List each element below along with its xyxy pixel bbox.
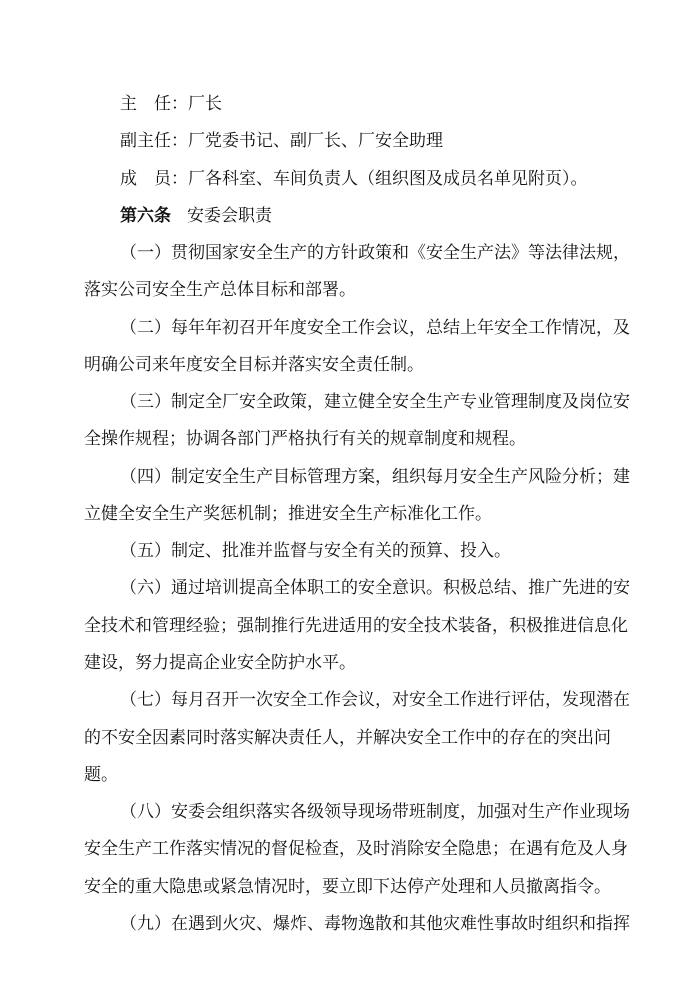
duty-6-line-2: 全技术和管理经验；强制推行先进适用的安全技术装备，积极推进信息化 <box>84 616 628 636</box>
duty-1-line-1: （一）贯彻国家安全生产的方针政策和《安全生产法》等法律法规， <box>120 243 630 263</box>
duty-6-line-1: （六）通过培训提高全体职工的安全意识。积极总结、推广先进的安 <box>120 578 630 598</box>
duty-2-line-1: （二）每年年初召开年度安全工作会议，总结上年安全工作情况，及 <box>120 318 630 338</box>
duty-7-line-3: 题。 <box>84 765 118 785</box>
duty-2-line-2: 明确公司来年度安全目标并落实安全责任制。 <box>84 355 424 375</box>
duty-8-line-2: 安全生产工作落实情况的督促检查，及时消除安全隐患；在遇有危及人身 <box>84 839 628 859</box>
committee-deputy: 副主任：厂党委书记、副厂长、厂安全助理 <box>120 131 443 151</box>
duty-6-line-3: 建设，努力提高企业安全防护水平。 <box>84 653 356 673</box>
duty-4-line-1: （四）制定安全生产目标管理方案，组织每月安全生产风险分析；建 <box>120 467 630 487</box>
duty-3-line-1: （三）制定全厂安全政策，建立健全安全生产专业管理制度及岗位安 <box>120 392 630 412</box>
duty-9-line-1: （九）在遇到火灾、爆炸、毒物逸散和其他灾难性事故时组织和指挥 <box>120 914 630 934</box>
committee-members: 成 员：厂各科室、车间负责人（组织图及成员名单见附页）。 <box>120 169 588 189</box>
duty-7-line-1: （七）每月召开一次安全工作会议，对安全工作进行评估，发现潜在 <box>120 690 630 710</box>
article-title: 安委会职责 <box>187 206 272 226</box>
duty-8-line-3: 安全的重大隐患或紧急情况时，要立即下达停产处理和人员撤离指令。 <box>84 877 611 897</box>
duty-1-line-2: 落实公司安全生产总体目标和部署。 <box>84 280 356 300</box>
committee-director: 主 任：厂长 <box>120 94 222 114</box>
article-number: 第六条 <box>120 206 171 226</box>
duty-7-line-2: 的不安全因素同时落实解决责任人，并解决安全工作中的存在的突出问 <box>84 728 611 748</box>
duty-5-line-1: （五）制定、批准并监督与安全有关的预算、投入。 <box>120 541 511 561</box>
duty-4-line-2: 立健全安全生产奖惩机制；推进安全生产标准化工作。 <box>84 504 492 524</box>
duty-8-line-1: （八）安委会组织落实各级领导现场带班制度，加强对生产作业现场 <box>120 802 630 822</box>
article-heading <box>120 204 600 228</box>
duty-3-line-2: 全操作规程；协调各部门严格执行有关的规章制度和规程。 <box>84 429 526 449</box>
